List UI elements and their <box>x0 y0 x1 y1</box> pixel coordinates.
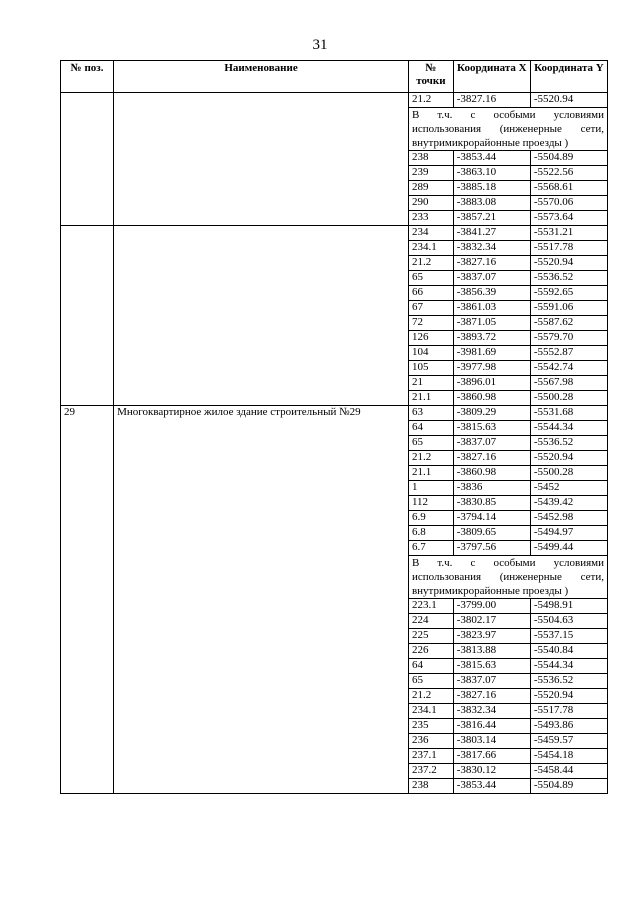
coord-x-cell: -3797.56 <box>453 541 530 556</box>
coord-x-cell: -3827.16 <box>453 93 530 108</box>
coord-y-cell: -5504.63 <box>530 614 607 629</box>
coord-x-cell: -3981.69 <box>453 346 530 361</box>
coord-x-cell: -3856.39 <box>453 286 530 301</box>
header-point: № точки <box>408 61 453 93</box>
point-number-cell: 67 <box>408 301 453 316</box>
position-cell: 29 <box>61 406 114 794</box>
point-number-cell: 64 <box>408 659 453 674</box>
coord-x-cell: -3977.98 <box>453 361 530 376</box>
point-number-cell: 236 <box>408 734 453 749</box>
object-name-cell <box>114 226 409 406</box>
coord-y-cell: -5520.94 <box>530 93 607 108</box>
point-number-cell: 65 <box>408 271 453 286</box>
point-number-cell: 21 <box>408 376 453 391</box>
point-number-cell: 112 <box>408 496 453 511</box>
coord-x-cell: -3837.07 <box>453 674 530 689</box>
coord-x-cell: -3815.63 <box>453 659 530 674</box>
point-number-cell: 63 <box>408 406 453 421</box>
coord-x-cell: -3871.05 <box>453 316 530 331</box>
coord-x-cell: -3861.03 <box>453 301 530 316</box>
coord-y-cell: -5544.34 <box>530 421 607 436</box>
point-number-cell: 21.2 <box>408 451 453 466</box>
point-number-cell: 21.1 <box>408 391 453 406</box>
point-number-cell: 1 <box>408 481 453 496</box>
table-body <box>61 93 608 794</box>
coord-y-cell: -5504.89 <box>530 151 607 166</box>
coord-y-cell: -5500.28 <box>530 466 607 481</box>
special-conditions-note: В т.ч. с особыми условиями использования (инженерные сети, внутримикрорайонные проезды ) <box>408 108 607 151</box>
coord-x-cell: -3802.17 <box>453 614 530 629</box>
coord-y-cell: -5522.56 <box>530 166 607 181</box>
point-number-cell: 66 <box>408 286 453 301</box>
point-number-cell: 224 <box>408 614 453 629</box>
point-number-cell: 65 <box>408 436 453 451</box>
table-row <box>61 93 608 108</box>
point-number-cell: 21.2 <box>408 689 453 704</box>
header-x: Координата X <box>453 61 530 93</box>
coord-y-cell: -5452.98 <box>530 511 607 526</box>
coord-x-cell: -3794.14 <box>453 511 530 526</box>
point-number-cell: 21.1 <box>408 466 453 481</box>
coord-x-cell: -3860.98 <box>453 391 530 406</box>
table-row <box>61 406 608 421</box>
coord-y-cell: -5570.06 <box>530 196 607 211</box>
page-number: 31 <box>312 37 328 53</box>
coord-y-cell: -5567.98 <box>530 376 607 391</box>
coord-x-cell: -3809.29 <box>453 406 530 421</box>
coord-y-cell: -5517.78 <box>530 241 607 256</box>
point-number-cell: 6.9 <box>408 511 453 526</box>
coord-y-cell: -5536.52 <box>530 436 607 451</box>
coord-y-cell: -5540.84 <box>530 644 607 659</box>
header-y: Координата Y <box>530 61 607 93</box>
point-number-cell: 72 <box>408 316 453 331</box>
point-number-cell: 238 <box>408 779 453 794</box>
coord-y-cell: -5536.52 <box>530 674 607 689</box>
coord-x-cell: -3853.44 <box>453 779 530 794</box>
point-number-cell: 104 <box>408 346 453 361</box>
coord-y-cell: -5439.42 <box>530 496 607 511</box>
point-number-cell: 237.2 <box>408 764 453 779</box>
coord-y-cell: -5458.44 <box>530 764 607 779</box>
coord-y-cell: -5592.65 <box>530 286 607 301</box>
point-number-cell: 65 <box>408 674 453 689</box>
coord-x-cell: -3893.72 <box>453 331 530 346</box>
point-number-cell: 126 <box>408 331 453 346</box>
coord-x-cell: -3853.44 <box>453 151 530 166</box>
coord-x-cell: -3817.66 <box>453 749 530 764</box>
point-number-cell: 234 <box>408 226 453 241</box>
coord-y-cell: -5568.61 <box>530 181 607 196</box>
coord-x-cell: -3896.01 <box>453 376 530 391</box>
point-number-cell: 237.1 <box>408 749 453 764</box>
point-number-cell: 234.1 <box>408 704 453 719</box>
coord-x-cell: -3837.07 <box>453 436 530 451</box>
point-number-cell: 21.2 <box>408 256 453 271</box>
point-number-cell: 238 <box>408 151 453 166</box>
point-number-cell: 233 <box>408 211 453 226</box>
point-number-cell: 289 <box>408 181 453 196</box>
object-name-cell: Многоквартирное жилое здание строительный №29 <box>114 406 409 794</box>
coord-y-cell: -5517.78 <box>530 704 607 719</box>
point-number-cell: 235 <box>408 719 453 734</box>
coord-x-cell: -3832.34 <box>453 241 530 256</box>
coord-y-cell: -5494.97 <box>530 526 607 541</box>
special-conditions-note: В т.ч. с особыми условиями использования (инженерные сети, внутримикрорайонные проезды ) <box>408 556 607 599</box>
coord-y-cell: -5542.74 <box>530 361 607 376</box>
coord-x-cell: -3799.00 <box>453 599 530 614</box>
coord-y-cell: -5500.28 <box>530 391 607 406</box>
table-header-row <box>61 61 608 93</box>
header-position: № поз. <box>61 61 114 93</box>
header-name: Наименование <box>114 61 409 93</box>
coord-y-cell: -5520.94 <box>530 689 607 704</box>
coord-y-cell: -5552.87 <box>530 346 607 361</box>
point-number-cell: 64 <box>408 421 453 436</box>
coord-x-cell: -3857.21 <box>453 211 530 226</box>
coord-x-cell: -3832.34 <box>453 704 530 719</box>
coord-x-cell: -3830.12 <box>453 764 530 779</box>
coord-x-cell: -3883.08 <box>453 196 530 211</box>
coord-x-cell: -3860.98 <box>453 466 530 481</box>
coord-x-cell: -3841.27 <box>453 226 530 241</box>
point-number-cell: 6.8 <box>408 526 453 541</box>
point-number-cell: 290 <box>408 196 453 211</box>
coord-x-cell: -3827.16 <box>453 451 530 466</box>
coord-x-cell: -3836 <box>453 481 530 496</box>
coord-y-cell: -5452 <box>530 481 607 496</box>
point-number-cell: 239 <box>408 166 453 181</box>
coord-y-cell: -5520.94 <box>530 256 607 271</box>
coord-x-cell: -3885.18 <box>453 181 530 196</box>
coord-y-cell: -5499.44 <box>530 541 607 556</box>
coord-y-cell: -5579.70 <box>530 331 607 346</box>
coord-x-cell: -3837.07 <box>453 271 530 286</box>
coord-x-cell: -3863.10 <box>453 166 530 181</box>
coord-x-cell: -3823.97 <box>453 629 530 644</box>
coord-y-cell: -5537.15 <box>530 629 607 644</box>
coord-y-cell: -5573.64 <box>530 211 607 226</box>
position-cell <box>61 93 114 226</box>
coord-x-cell: -3815.63 <box>453 421 530 436</box>
coord-y-cell: -5587.62 <box>530 316 607 331</box>
coord-x-cell: -3827.16 <box>453 256 530 271</box>
position-cell <box>61 226 114 406</box>
coord-y-cell: -5498.91 <box>530 599 607 614</box>
coord-y-cell: -5520.94 <box>530 451 607 466</box>
coord-y-cell: -5531.68 <box>530 406 607 421</box>
coord-y-cell: -5454.18 <box>530 749 607 764</box>
coord-x-cell: -3803.14 <box>453 734 530 749</box>
point-number-cell: 105 <box>408 361 453 376</box>
coord-x-cell: -3816.44 <box>453 719 530 734</box>
coord-x-cell: -3813.88 <box>453 644 530 659</box>
coord-y-cell: -5531.21 <box>530 226 607 241</box>
coord-x-cell: -3827.16 <box>453 689 530 704</box>
coord-y-cell: -5504.89 <box>530 779 607 794</box>
coordinates-table <box>60 60 608 794</box>
point-number-cell: 234.1 <box>408 241 453 256</box>
point-number-cell: 223.1 <box>408 599 453 614</box>
coord-y-cell: -5493.86 <box>530 719 607 734</box>
point-number-cell: 226 <box>408 644 453 659</box>
table-row <box>61 226 608 241</box>
point-number-cell: 6.7 <box>408 541 453 556</box>
coord-x-cell: -3830.85 <box>453 496 530 511</box>
coord-y-cell: -5459.57 <box>530 734 607 749</box>
coord-y-cell: -5536.52 <box>530 271 607 286</box>
point-number-cell: 21.2 <box>408 93 453 108</box>
coord-y-cell: -5591.06 <box>530 301 607 316</box>
point-number-cell: 225 <box>408 629 453 644</box>
object-name-cell <box>114 93 409 226</box>
coord-x-cell: -3809.65 <box>453 526 530 541</box>
coord-y-cell: -5544.34 <box>530 659 607 674</box>
